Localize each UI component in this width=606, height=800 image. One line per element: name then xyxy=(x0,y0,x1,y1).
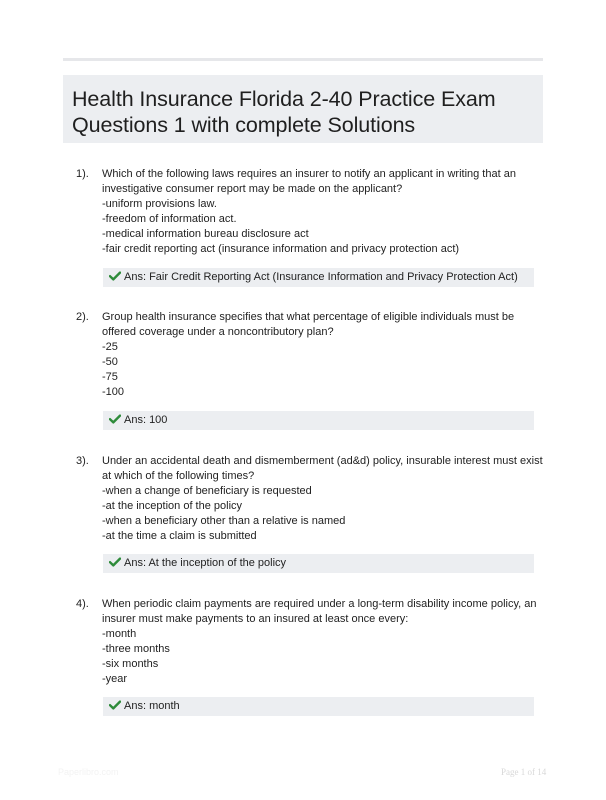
question-line: Group health insurance specifies that what percentage of eligible individuals must be xyxy=(102,311,515,323)
option-line: -uniform provisions law. xyxy=(102,198,217,210)
page-title xyxy=(72,86,543,138)
question-number: 3). xyxy=(76,455,89,467)
answer-box xyxy=(103,697,534,716)
question-line: at which of the following times? xyxy=(102,470,255,482)
option-line: -100 xyxy=(102,386,125,398)
checkmark-icon xyxy=(109,557,121,567)
answer-box xyxy=(103,268,534,287)
option-line: -month xyxy=(102,628,137,640)
title-line-2: Questions 1 with complete Solutions xyxy=(72,113,416,137)
top-divider xyxy=(63,58,543,61)
option-line: -three months xyxy=(102,643,170,655)
question-line: offered coverage under a noncontributory plan? xyxy=(102,326,334,338)
question-text xyxy=(102,310,522,400)
option-line: -when a change of beneficiary is requested xyxy=(102,485,312,497)
answer-box xyxy=(103,554,534,573)
option-line: -at the inception of the policy xyxy=(102,500,243,512)
footer-watermark: Paperlibro.com xyxy=(58,767,119,777)
answer-box xyxy=(103,411,534,430)
question-line: investigative consumer report may be made on the applicant? xyxy=(102,183,403,195)
option-line: -25 xyxy=(102,341,118,353)
answer-text: Ans: 100 xyxy=(124,414,168,426)
option-line: -medical information bureau disclosure act xyxy=(102,228,309,240)
question-line: Under an accidental death and dismemberment (ad&d) policy, insurable interest must exist xyxy=(102,455,543,467)
option-line: -50 xyxy=(102,356,118,368)
option-line: -at the time a claim is submitted xyxy=(102,530,257,542)
checkmark-icon xyxy=(109,414,121,424)
question-number: 2). xyxy=(76,311,89,323)
question-text xyxy=(102,454,543,544)
question-line: Which of the following laws requires an insurer to notify an applicant in writing that an xyxy=(102,168,516,180)
answer-text: Ans: month xyxy=(124,700,180,712)
option-line: -six months xyxy=(102,658,159,670)
question-number: 1). xyxy=(76,168,89,180)
title-line-1: Health Insurance Florida 2-40 Practice Exam xyxy=(72,87,496,111)
option-line: -year xyxy=(102,673,128,685)
page-number: Page 1 of 14 xyxy=(501,767,547,777)
option-line: -fair credit reporting act (insurance information and privacy protection act) xyxy=(102,243,460,255)
question-text xyxy=(102,167,522,257)
option-line: -freedom of information act. xyxy=(102,213,237,225)
question-line: When periodic claim payments are required under a long-term disability income policy, an xyxy=(102,598,537,610)
answer-text: Ans: Fair Credit Reporting Act (Insurance Information and Privacy Protection Act) xyxy=(124,271,518,283)
option-line: -75 xyxy=(102,371,118,383)
question-number: 4). xyxy=(76,598,89,610)
question-text xyxy=(102,597,537,687)
question-line: insurer must make payments to an insured at least once every: xyxy=(102,613,409,625)
option-line: -when a beneficiary other than a relative is named xyxy=(102,515,346,527)
checkmark-icon xyxy=(109,271,121,281)
answer-text: Ans: At the inception of the policy xyxy=(124,557,287,569)
title-banner xyxy=(63,75,543,143)
checkmark-icon xyxy=(109,700,121,710)
